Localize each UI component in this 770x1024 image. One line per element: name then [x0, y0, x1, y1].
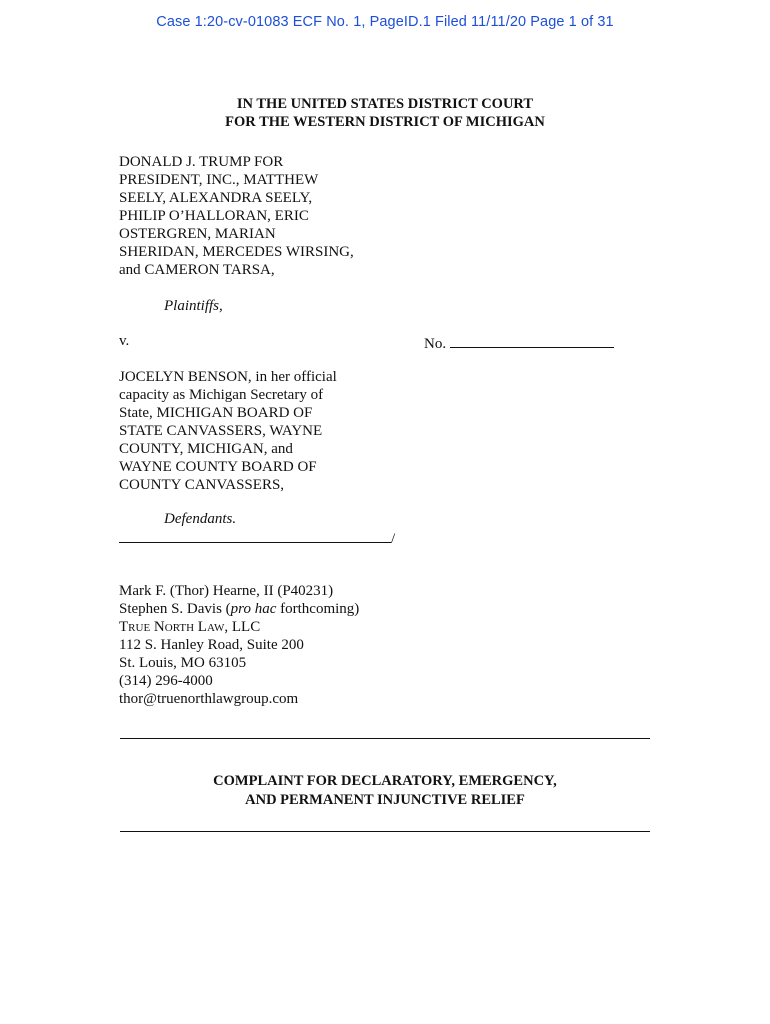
- plaintiffs-block: [119, 153, 354, 279]
- court-line-1: IN THE UNITED STATES DISTRICT COURT: [236, 96, 534, 112]
- court-line-2: FOR THE WESTERN DISTRICT OF MICHIGAN: [225, 114, 545, 130]
- title-bottom-rule: [120, 831, 650, 832]
- plaintiffs-role: Plaintiffs,: [164, 298, 223, 314]
- counsel-phone: (314) 296-4000: [119, 673, 213, 689]
- counsel-attorney-1: Mark F. (Thor) Hearne, II (P40231): [119, 583, 334, 599]
- plaintiff-line: PRESIDENT, INC., MATTHEW: [119, 172, 319, 188]
- case-number-blank: [450, 333, 614, 348]
- court-caption: [0, 95, 770, 131]
- defendant-line: COUNTY CANVASSERS,: [119, 477, 285, 493]
- defendant-line: COUNTY, MICHIGAN, and: [119, 441, 293, 457]
- title-top-rule: [120, 738, 650, 739]
- document-title-line-1: COMPLAINT FOR DECLARATORY, EMERGENCY,: [213, 773, 557, 789]
- defendant-line: STATE CANVASSERS, WAYNE: [119, 423, 323, 439]
- caption-slash: /: [391, 531, 396, 547]
- counsel-address-2: St. Louis, MO 63105: [119, 655, 247, 671]
- counsel-email: thor@truenorthlawgroup.com: [119, 691, 299, 707]
- counsel-attorney-2-name: Stephen S. Davis (: [119, 601, 231, 617]
- plaintiff-line: PHILIP O’HALLORAN, ERIC: [119, 208, 309, 224]
- defendant-line: WAYNE COUNTY BOARD OF: [119, 459, 317, 475]
- defendant-line: JOCELYN BENSON, in her official: [119, 369, 337, 385]
- counsel-address-1: 112 S. Hanley Road, Suite 200: [119, 637, 304, 653]
- counsel-attorney-2-status: forthcoming): [276, 601, 360, 617]
- pro-hac-text: pro hac: [230, 601, 277, 617]
- plaintiff-line: SHERIDAN, MERCEDES WIRSING,: [119, 244, 354, 260]
- document-title-line-2: AND PERMANENT INJUNCTIVE RELIEF: [245, 792, 525, 808]
- defendant-line: capacity as Michigan Secretary of: [119, 387, 324, 403]
- case-header-stamp: Case 1:20-cv-01083 ECF No. 1, PageID.1 Filed 11/11/20 Page 1 of 31: [156, 14, 614, 30]
- plaintiff-line: DONALD J. TRUMP FOR: [119, 154, 284, 170]
- defendants-block: [119, 368, 337, 494]
- counsel-firm: True North Law, LLC: [119, 619, 261, 635]
- caption-closing-line: [119, 529, 395, 548]
- case-number-label: No.: [424, 336, 447, 352]
- counsel-attorney-2: [119, 600, 359, 618]
- counsel-block: [119, 582, 359, 708]
- plaintiff-line: OSTERGREN, MARIAN: [119, 226, 276, 242]
- caption-rule: [119, 529, 391, 543]
- plaintiff-line: and CAMERON TARSA,: [119, 262, 275, 278]
- document-title: [0, 772, 770, 810]
- plaintiff-line: SEELY, ALEXANDRA SEELY,: [119, 190, 313, 206]
- case-number: [424, 333, 614, 353]
- versus-label: v.: [119, 333, 130, 349]
- defendant-line: State, MICHIGAN BOARD OF: [119, 405, 313, 421]
- defendants-role: Defendants.: [164, 511, 237, 527]
